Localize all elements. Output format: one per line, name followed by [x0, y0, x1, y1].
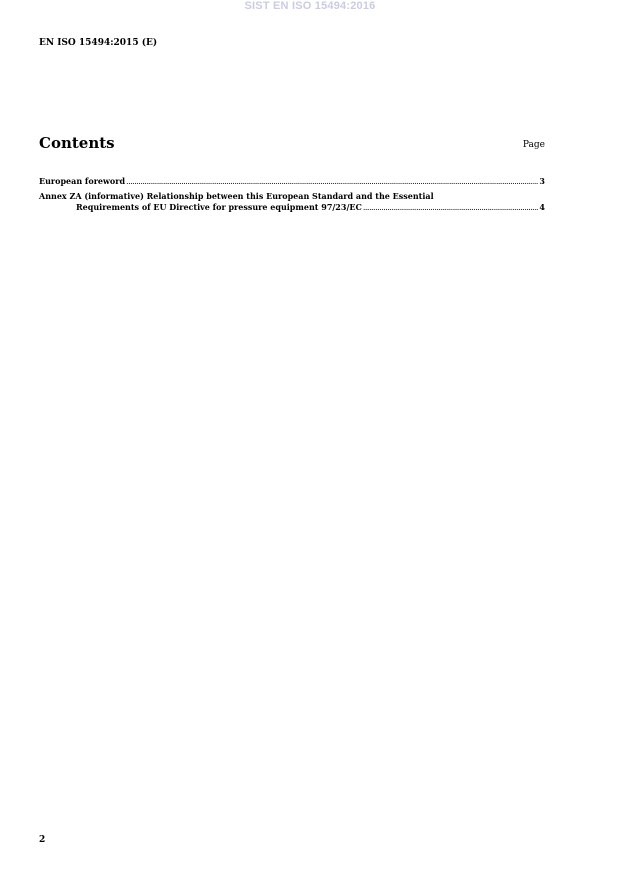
toc-entry-european-foreword[interactable] [39, 176, 545, 187]
contents-heading: Contents [39, 134, 115, 152]
toc-entry-annex-za[interactable] [39, 191, 545, 213]
table-of-contents [39, 176, 545, 217]
toc-dot-leader [126, 176, 538, 187]
page-column-label: Page [522, 140, 545, 150]
watermark: SIST EN ISO 15494:2016 [244, 0, 376, 12]
toc-entry-title[interactable]: Annex ZA (informative) Relationship between this European Standard and the Essential [39, 191, 434, 201]
toc-entry-title[interactable]: European foreword [39, 176, 126, 186]
toc-entry-page[interactable]: 3 [539, 176, 545, 186]
page-number: 2 [39, 835, 46, 845]
document-identifier: EN ISO 15494:2015 (E) [39, 38, 158, 48]
toc-entry-title-continued[interactable]: Requirements of EU Directive for pressure equipment 97/23/EC [76, 202, 362, 212]
toc-dot-leader [363, 202, 539, 213]
toc-entry-page[interactable]: 4 [539, 202, 545, 212]
